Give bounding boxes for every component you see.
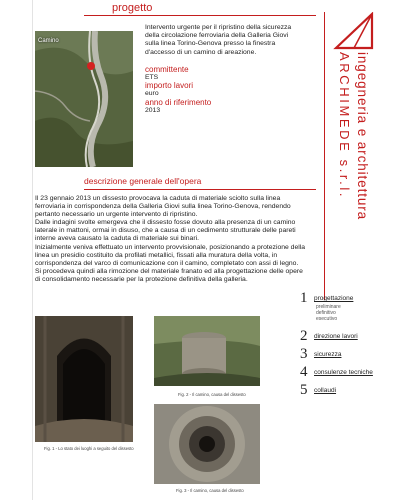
description-paragraph: Il 23 gennaio 2013 un dissesto provocava la caduta di materiale sciolto sulla linea ferroviaria in corrispondenza della Galleria Giovi sulla linea Torino-Genova, rendendo pertanto necessario un urgente intervento di ripristino.	[35, 195, 291, 219]
aerial-photo-label: Camino	[38, 38, 59, 44]
photo-fig3-graphic	[154, 404, 260, 484]
photo-fig1-graphic	[35, 316, 133, 442]
anno-label: anno di riferimento	[145, 97, 212, 107]
brand-divider	[324, 12, 325, 300]
service-label[interactable]: direzione lavori	[314, 333, 358, 340]
brand-vertical	[332, 52, 376, 290]
photo-fig2-caption: Fig. 2 - Il camino, causa del dissesto	[178, 392, 246, 397]
service-number: 1	[300, 290, 308, 306]
service-sub: esecutivo	[316, 316, 338, 322]
description-divider	[84, 189, 316, 190]
header-divider	[84, 15, 316, 16]
importo-value: euro	[145, 90, 159, 98]
photo-fig2-graphic	[154, 316, 260, 386]
intro-text: Intervento urgente per il ripristino della sicurezza della circolazione ferroviaria della Galleria Giovi sulla linea Torino-Genova presso la finestra d'accesso di un camino di areazione.	[145, 24, 292, 56]
brand-tagline: ingegneria e architettura	[355, 52, 370, 221]
service-label[interactable]: consulenze tecniche	[314, 369, 373, 376]
service-number: 4	[300, 364, 308, 380]
description-title: descrizione generale dell'opera	[84, 176, 202, 186]
photo-fig1-caption: Fig. 1 - Lo stato dei luoghi a seguito del dissesto	[44, 446, 134, 451]
aerial-photo-graphic	[35, 31, 133, 167]
section-title: progetto	[112, 2, 153, 14]
service-sub: definitivo	[316, 310, 336, 316]
description-paragraph: Si procedeva quindi alla rimozione del materiale franato ed alla progettazione delle opere di consolidamento necessarie per la protezione definitiva della galleria.	[35, 267, 303, 283]
service-label[interactable]: sicurezza	[314, 351, 342, 358]
aerial-photo	[35, 31, 133, 167]
service-sub: preliminare	[316, 304, 341, 310]
photo-fig1	[35, 316, 133, 442]
intro-block	[145, 24, 300, 115]
photo-fig3	[154, 404, 260, 484]
anno-value: 2013	[145, 106, 161, 114]
photo-fig3-caption: Fig. 3 - Il camino, causa del dissesto	[176, 488, 244, 493]
archimede-logo-icon	[332, 12, 374, 50]
service-number: 2	[300, 328, 308, 344]
committente-value: ETS	[145, 74, 159, 82]
page-margin-line	[32, 0, 33, 500]
committente-label: committente	[145, 64, 189, 74]
description-body	[35, 195, 310, 284]
service-number: 5	[300, 382, 308, 398]
service-label[interactable]: progettazione	[314, 295, 354, 302]
description-paragraph: Dalle indagini svolte emergeva che il dissesto fosse dovuto alla presenza di un camino laterale in mattoni, ormai in disuso, che a causa di un cedimento strutturale delle pareti interne aveva causato la caduta di materiale sui binari.	[35, 219, 296, 243]
service-number: 3	[300, 346, 308, 362]
photo-fig2	[154, 316, 260, 386]
service-label[interactable]: collaudi	[314, 387, 337, 394]
importo-label: importo lavori	[145, 81, 194, 91]
brand-name: ARCHIMEDE s.r.l.	[337, 52, 352, 200]
description-paragraph: Inizialmente veniva effettuato un intervento provvisionale, posizionando a protezione della linea un presidio costituito da profilati metallici, fissati alla muratura della volta, in corrispondenza del varco di comunicazione con il camino, completato con assi di legno.	[35, 243, 306, 267]
